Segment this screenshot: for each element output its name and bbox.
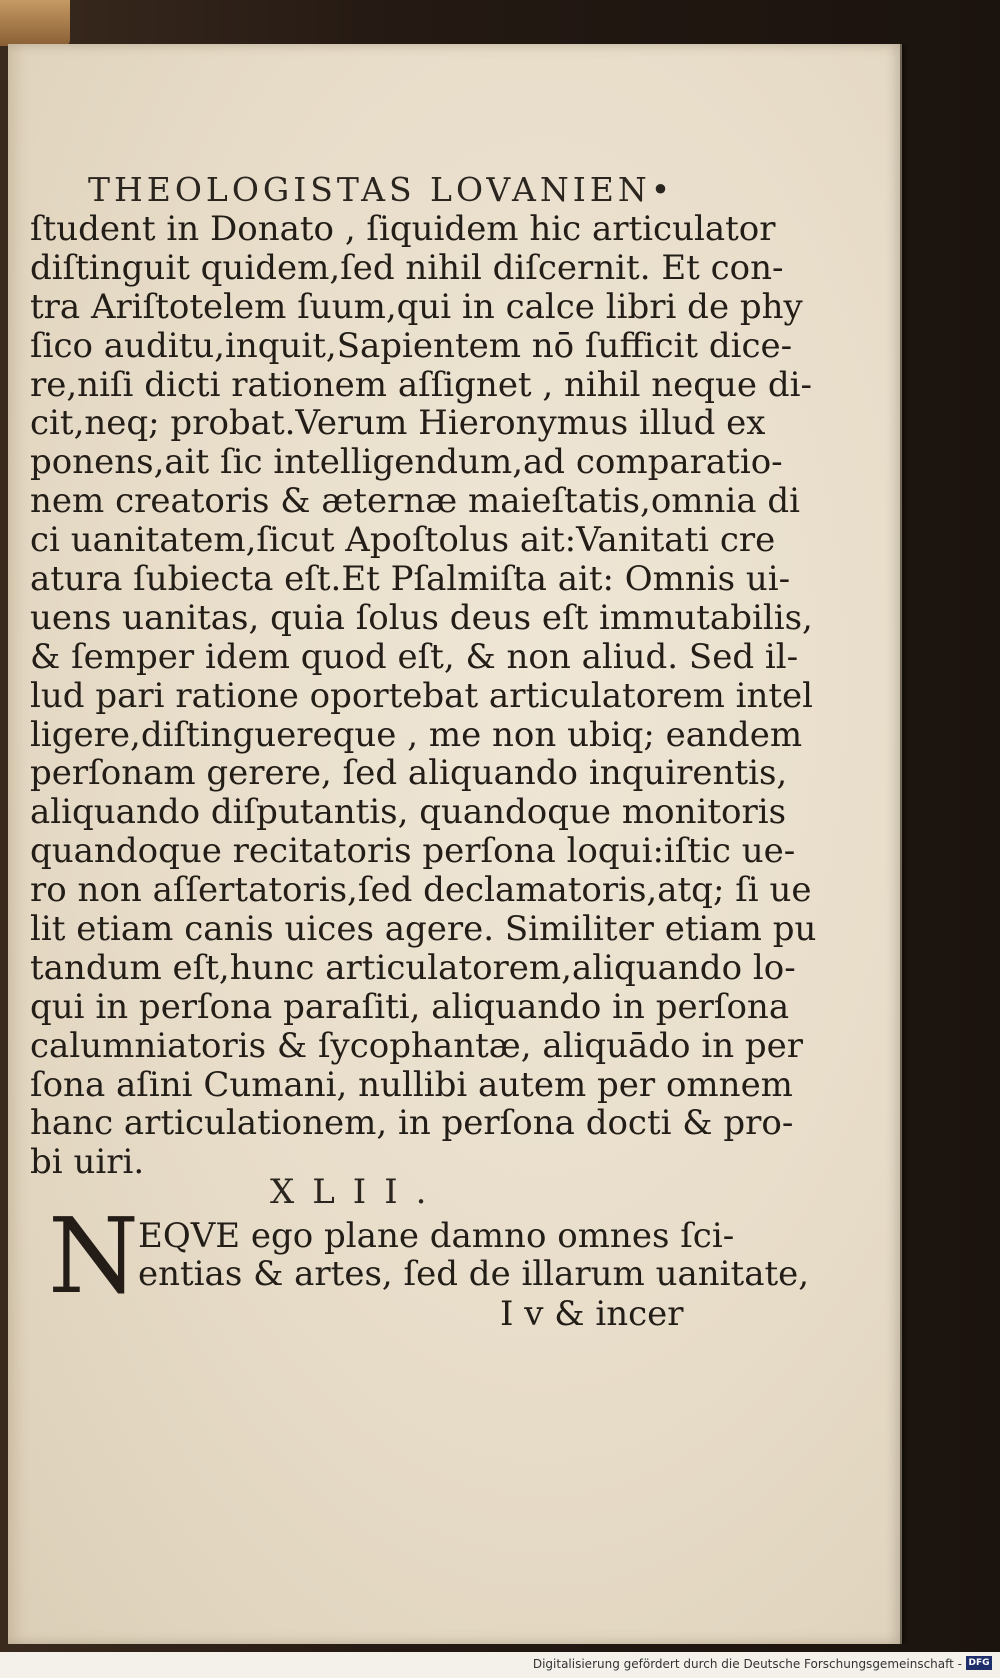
text-line: ſico auditu,inquit,Sapientem nō ſufficit dice- xyxy=(30,325,793,366)
text-line: ci uanitatem,ſicut Apoſtolus ait:Vanitati cre xyxy=(30,520,776,561)
text-line: cit,neq; probat.Verum Hieronymus illud ex xyxy=(30,403,766,444)
text-line: ſona aſini Cumani, nullibi autem per omnem xyxy=(30,1064,793,1105)
text-line: lit etiam canis uices agere. Similiter etiam pu xyxy=(30,909,817,950)
signature-catchword: I v & incer xyxy=(500,1294,684,1334)
text-line: nem creatoris & æternæ maieſtatis,omnia di xyxy=(30,481,801,522)
text-line: ro non aſſertatoris,ſed declamatoris,atq; ſi ue xyxy=(30,870,812,911)
page-edge-shadow xyxy=(900,44,910,1644)
running-head: THEOLOGISTAS LOVANIEN• xyxy=(88,170,675,209)
chapter-number: XLII. xyxy=(270,1172,445,1212)
text-line: perſonam gerere, ſed aliquando inquirentis, xyxy=(30,753,788,794)
opening-line-1: EQVE ego plane damno omnes ſci- xyxy=(138,1216,735,1256)
text-line: aliquando diſputantis, quandoque monitoris xyxy=(30,792,787,833)
text-line: ligere,diſtinguereque , me non ubiq; eandem xyxy=(30,714,803,755)
text-line: calumniatoris & ſycophantæ, aliquādo in per xyxy=(30,1025,804,1066)
book-edge-tab xyxy=(0,0,70,46)
text-line: ſtudent in Donato , ſiquidem hic articulator xyxy=(30,209,776,249)
text-line: lud pari ratione oportebat articulatorem intel xyxy=(30,675,814,716)
text-line: tandum eſt,hunc articulatorem,aliquando lo- xyxy=(30,947,796,988)
text-line: diſtinguit quidem,ſed nihil diſcernit. Et con- xyxy=(30,247,784,288)
text-line: & ſemper idem quod eſt, & non aliud. Sed il- xyxy=(30,636,799,677)
text-line: qui in perſona paraſiti, aliquando in perſona xyxy=(30,986,790,1027)
opening-line-2: entias & artes, ſed de illarum uanitate, xyxy=(138,1254,810,1294)
footer-credit: Digitalisierung gefördert durch die Deutsche Forschungsgemeinschaft - xyxy=(532,1657,962,1671)
text-line: bi uiri. xyxy=(30,1142,145,1183)
text-line: ponens,ait ſic intelligendum,ad comparatio- xyxy=(30,442,783,483)
dfg-logo: DFG xyxy=(966,1656,992,1670)
text-line: hanc articulationem, in perſona docti & pro- xyxy=(30,1103,794,1144)
text-line: quandoque recitatoris perſona loqui:iſtic ue- xyxy=(30,831,796,872)
drop-cap-initial: N xyxy=(48,1195,139,1317)
text-line: re,niſi dicti rationem aſſignet , nihil neque di- xyxy=(30,364,812,405)
body-text xyxy=(30,209,817,1183)
text-line: tra Ariſtotelem ſuum,qui in calce libri de phy xyxy=(30,286,803,327)
text-line: uens uanitas, quia ſolus deus eſt immutabilis, xyxy=(30,597,813,638)
text-line: atura ſubiecta eſt.Et Pſalmiſta ait: Omnis ui- xyxy=(30,559,791,600)
